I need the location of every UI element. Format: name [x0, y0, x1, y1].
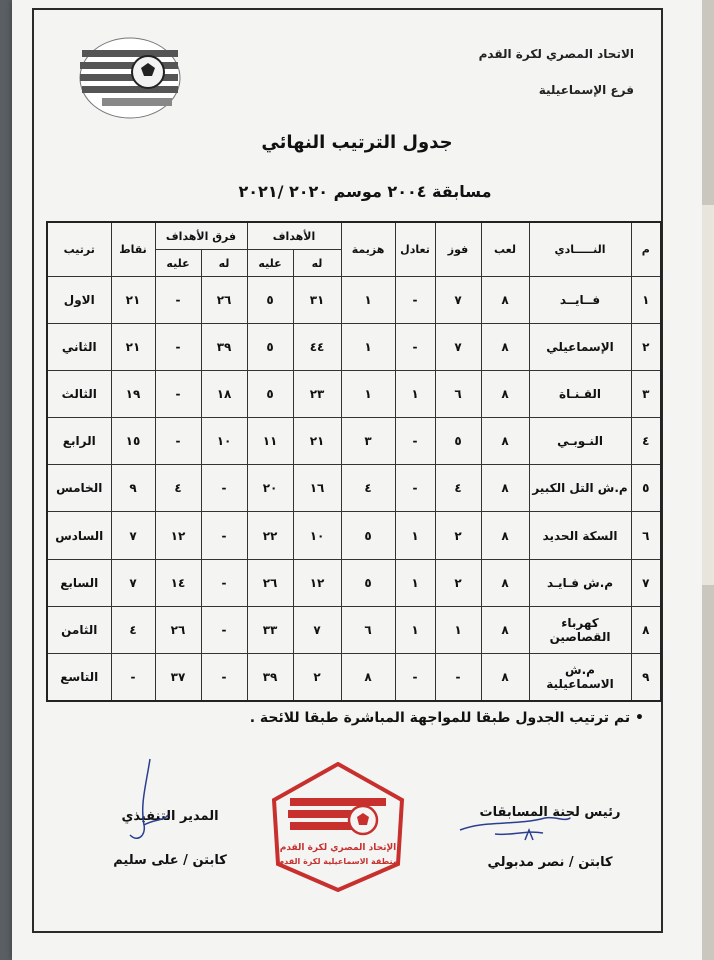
cell-lost: ٨	[341, 653, 395, 701]
cell-club: النـوبـي	[529, 418, 631, 465]
cell-points: ٩	[111, 465, 155, 512]
background-fold	[702, 205, 714, 585]
cell-diff-for: -	[201, 512, 247, 559]
page-title: جدول الترتيب النهائي	[261, 132, 453, 153]
cell-club: كهرباء القصاصين	[529, 606, 631, 653]
cell-played: ٨	[481, 512, 529, 559]
cell-played: ٨	[481, 324, 529, 371]
cell-diff-against: -	[155, 371, 201, 418]
cell-points: ٢١	[111, 277, 155, 324]
header-won: فوز	[435, 222, 481, 277]
cell-lost: ٦	[341, 606, 395, 653]
cell-drawn: -	[395, 465, 435, 512]
cell-num: ٥	[631, 465, 661, 512]
cell-points: ١٥	[111, 418, 155, 465]
cell-won: ٢	[435, 559, 481, 606]
cell-num: ٤	[631, 418, 661, 465]
cell-diff-for: -	[201, 653, 247, 701]
cell-won: -	[435, 653, 481, 701]
cell-rank: السابع	[47, 559, 111, 606]
table-row	[47, 606, 661, 653]
cell-num: ١	[631, 277, 661, 324]
cell-diff-for: ١٠	[201, 418, 247, 465]
table-row	[47, 559, 661, 606]
cell-drawn: -	[395, 324, 435, 371]
org-name: الاتحاد المصري لكرة القدم	[478, 47, 634, 61]
cell-diff-against: -	[155, 418, 201, 465]
table-row	[47, 653, 661, 701]
header-rank: ترتيب	[47, 222, 111, 277]
cell-goals-against: ٥	[247, 324, 293, 371]
cell-lost: ٥	[341, 559, 395, 606]
stamp-text-line2: منطقة الاسماعيلية لكرة القدم	[278, 857, 398, 866]
cell-goals-against: ٥	[247, 371, 293, 418]
cell-rank: الثالث	[47, 371, 111, 418]
signature-name: كابتن / نصر مدبولي	[487, 855, 613, 870]
cell-club: الإسماعيلي	[529, 324, 631, 371]
cell-points: ١٩	[111, 371, 155, 418]
cell-num: ٣	[631, 371, 661, 418]
cell-drawn: -	[395, 277, 435, 324]
cell-diff-against: -	[155, 324, 201, 371]
federation-logo-icon	[78, 36, 196, 120]
cell-lost: ١	[341, 371, 395, 418]
cell-drawn: -	[395, 418, 435, 465]
header-club: النـــــادي	[529, 222, 631, 277]
cell-points: ٧	[111, 512, 155, 559]
signature-name: كابتن / على سليم	[113, 853, 227, 868]
cell-lost: ٥	[341, 512, 395, 559]
cell-diff-against: ٣٧	[155, 653, 201, 701]
cell-played: ٨	[481, 606, 529, 653]
cell-club: فــايــد	[529, 277, 631, 324]
cell-played: ٨	[481, 277, 529, 324]
cell-diff-against: ٤	[155, 465, 201, 512]
header-goal-diff: فرق الأهداف	[155, 222, 247, 250]
cell-rank: الرابع	[47, 418, 111, 465]
cell-goals-for: ٧	[293, 606, 341, 653]
cell-won: ٧	[435, 324, 481, 371]
cell-won: ٦	[435, 371, 481, 418]
header-goals: الأهداف	[247, 222, 341, 250]
table-row	[47, 324, 661, 371]
cell-goals-for: ٢	[293, 653, 341, 701]
cell-rank: الثامن	[47, 606, 111, 653]
cell-rank: الخامس	[47, 465, 111, 512]
cell-won: ٤	[435, 465, 481, 512]
cell-points: ٧	[111, 559, 155, 606]
cell-goals-for: ٢١	[293, 418, 341, 465]
cell-diff-against: ٢٦	[155, 606, 201, 653]
official-stamp-icon	[268, 762, 408, 892]
cell-diff-against: ١٤	[155, 559, 201, 606]
cell-goals-against: ٢٠	[247, 465, 293, 512]
cell-num: ٢	[631, 324, 661, 371]
cell-won: ٧	[435, 277, 481, 324]
cell-diff-against: ١٢	[155, 512, 201, 559]
ranking-note: • تم ترتيب الجدول طبقا للمواجهة المباشرة طبقا للائحة .	[249, 710, 644, 726]
cell-won: ١	[435, 606, 481, 653]
cell-rank: السادس	[47, 512, 111, 559]
standings-body	[47, 277, 661, 702]
competition-subtitle: مسابقة ٢٠٠٤ موسم ٢٠٢٠ /٢٠٢١	[238, 182, 492, 201]
cell-club: السكة الحديد	[529, 512, 631, 559]
cell-drawn: ١	[395, 371, 435, 418]
cell-drawn: -	[395, 653, 435, 701]
signature-title: رئيس لجنة المسابقات	[479, 805, 621, 820]
cell-club: م.ش الاسماعيلية	[529, 653, 631, 701]
cell-goals-for: ١٠	[293, 512, 341, 559]
cell-lost: ١	[341, 277, 395, 324]
cell-num: ٧	[631, 559, 661, 606]
cell-won: ٢	[435, 512, 481, 559]
header-goals-against: عليه	[247, 250, 293, 277]
cell-points: ٢١	[111, 324, 155, 371]
cell-goals-against: ٣٩	[247, 653, 293, 701]
cell-won: ٥	[435, 418, 481, 465]
table-row	[47, 371, 661, 418]
cell-goals-against: ٣٣	[247, 606, 293, 653]
cell-goals-for: ٤٤	[293, 324, 341, 371]
header-diff-against: عليه	[155, 250, 201, 277]
table-row	[47, 512, 661, 559]
cell-played: ٨	[481, 465, 529, 512]
header-goals-for: له	[293, 250, 341, 277]
table-row	[47, 418, 661, 465]
cell-points: ٤	[111, 606, 155, 653]
standings-table	[46, 221, 662, 702]
header-played: لعب	[481, 222, 529, 277]
signature-scribble-right-icon	[455, 800, 575, 850]
cell-rank: الاول	[47, 277, 111, 324]
cell-lost: ١	[341, 324, 395, 371]
cell-num: ٩	[631, 653, 661, 701]
cell-num: ٦	[631, 512, 661, 559]
cell-played: ٨	[481, 559, 529, 606]
cell-points: -	[111, 653, 155, 701]
cell-played: ٨	[481, 418, 529, 465]
cell-played: ٨	[481, 371, 529, 418]
cell-club: م.ش فـايـد	[529, 559, 631, 606]
cell-diff-for: -	[201, 606, 247, 653]
cell-goals-for: ٣١	[293, 277, 341, 324]
header-num: م	[631, 222, 661, 277]
organization-header	[479, 36, 634, 108]
cell-diff-for: -	[201, 559, 247, 606]
cell-drawn: ١	[395, 606, 435, 653]
cell-diff-for: ٣٩	[201, 324, 247, 371]
cell-goals-against: ٥	[247, 277, 293, 324]
cell-goals-against: ١١	[247, 418, 293, 465]
stamp-text-line1: الإتحاد المصري لكرة القدم	[279, 843, 397, 853]
cell-goals-for: ١٦	[293, 465, 341, 512]
table-row	[47, 277, 661, 324]
cell-diff-for: -	[201, 465, 247, 512]
cell-lost: ٤	[341, 465, 395, 512]
table-row	[47, 465, 661, 512]
cell-club: م.ش التل الكبير	[529, 465, 631, 512]
cell-goals-for: ١٢	[293, 559, 341, 606]
cell-num: ٨	[631, 606, 661, 653]
org-branch: فرع الإسماعيلية	[538, 83, 634, 97]
cell-club: القـنـاة	[529, 371, 631, 418]
header-points: نقاط	[111, 222, 155, 277]
cell-drawn: ١	[395, 559, 435, 606]
cell-diff-for: ٢٦	[201, 277, 247, 324]
cell-drawn: ١	[395, 512, 435, 559]
cell-diff-for: ١٨	[201, 371, 247, 418]
signature-title: المدير التنفيذي	[121, 809, 219, 824]
cell-goals-against: ٢٦	[247, 559, 293, 606]
header-lost: هزيمة	[341, 222, 395, 277]
cell-rank: التاسع	[47, 653, 111, 701]
cell-rank: الثاني	[47, 324, 111, 371]
header-drawn: تعادل	[395, 222, 435, 277]
header-diff-for: له	[201, 250, 247, 277]
signature-scribble-left-icon	[110, 755, 180, 850]
cell-lost: ٣	[341, 418, 395, 465]
cell-goals-for: ٢٣	[293, 371, 341, 418]
cell-goals-against: ٢٢	[247, 512, 293, 559]
cell-diff-against: -	[155, 277, 201, 324]
cell-played: ٨	[481, 653, 529, 701]
